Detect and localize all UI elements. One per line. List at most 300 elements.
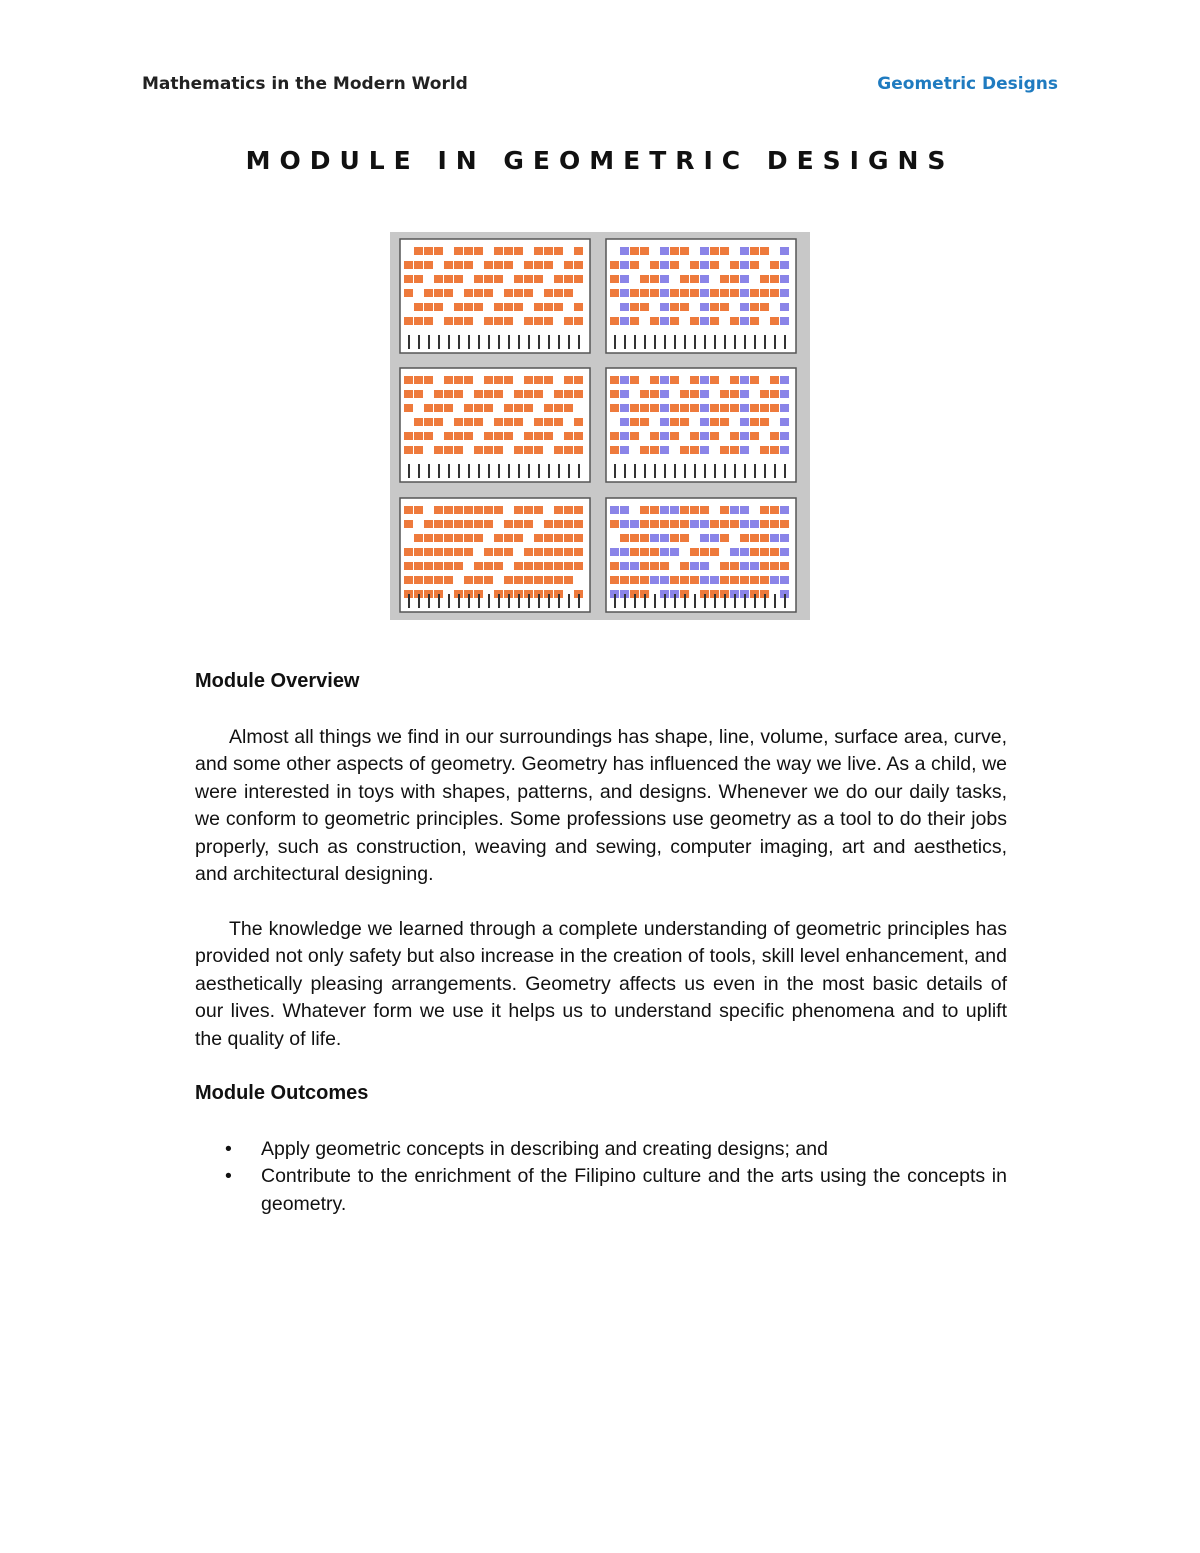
outcome-text-1: Apply geometric concepts in describing and creating designs; and [261,1137,828,1160]
warp-thread [654,464,656,478]
warp-thread [488,464,490,478]
warp-thread [784,594,786,608]
weave-cell [730,404,739,412]
weave-cell [514,520,523,528]
weave-cell [720,404,729,412]
weave-cell [690,289,699,297]
weave-cell [464,247,473,255]
weave-cell [730,376,739,384]
weave-cell [524,261,533,269]
warp-thread [428,335,430,349]
weave-cell [514,432,523,440]
weave-cell [750,576,759,584]
weave-cell [680,446,689,454]
weave-cell [610,376,619,384]
weave-cell [454,289,463,297]
weave-cell [474,303,483,311]
weave-cell [750,317,759,325]
page-title: MODULE IN GEOMETRIC DESIGNS [245,146,955,175]
weave-cell [720,562,729,570]
weave-cell [610,576,619,584]
weave-cell [650,317,659,325]
weave-cell [434,548,443,556]
weave-cell [660,303,669,311]
weave-cell [610,520,619,528]
weave-cell [534,404,543,412]
weave-cell [670,317,679,325]
warp-thread [724,464,726,478]
weave-cell [554,418,563,426]
weave-cell [484,303,493,311]
warp-thread [438,594,440,608]
weave-cell [720,289,729,297]
weave-cell [720,261,729,269]
weave-cell [690,534,699,542]
weave-cell [564,317,573,325]
weave-cell [760,506,769,514]
weave-cell [484,317,493,325]
weave-cell [770,446,779,454]
weave-cell [640,562,649,570]
weave-cell [564,289,573,297]
weave-cell [404,404,413,412]
weave-cell [660,548,669,556]
warp-thread [784,335,786,349]
weave-cell [434,275,443,283]
weave-cell [464,275,473,283]
weave-cell [404,376,413,384]
weave-cell [574,418,583,426]
weave-cell [770,506,779,514]
weave-cell [534,446,543,454]
weave-cell [620,261,629,269]
weave-cell [494,404,503,412]
warp-thread [664,335,666,349]
weave-cell [524,404,533,412]
weave-cell [454,562,463,570]
warp-thread [508,594,510,608]
weave-cell [700,576,709,584]
warp-thread [684,335,686,349]
weave-cell [650,404,659,412]
weave-cell [700,390,709,398]
weave-cell [424,534,433,542]
weave-cell [650,289,659,297]
weave-cell [710,303,719,311]
warp-thread [518,335,520,349]
weave-cell [464,418,473,426]
weave-cell [574,289,583,297]
weave-cell [494,446,503,454]
weave-cell [474,520,483,528]
weave-cell [404,506,413,514]
weave-cell [554,247,563,255]
weave-cell [544,520,553,528]
weave-cell [464,261,473,269]
warp-thread [518,594,520,608]
weave-cell [770,317,779,325]
weave-cell [474,376,483,384]
weave-cell [630,303,639,311]
weave-cell [670,275,679,283]
warp-thread [428,594,430,608]
weave-cell [700,303,709,311]
weave-cell [710,261,719,269]
weave-cell [444,289,453,297]
weave-cell [544,289,553,297]
weave-cell [690,506,699,514]
weave-cell [750,520,759,528]
weave-cell [534,548,543,556]
weave-cell [564,261,573,269]
weave-cell [660,576,669,584]
weave-cell [544,548,553,556]
weave-cell [494,520,503,528]
weave-cell [404,534,413,542]
weave-cell [414,275,423,283]
warp-thread [704,594,706,608]
weave-cell [424,376,433,384]
weave-cell [640,289,649,297]
weave-cell [454,317,463,325]
weave-cell [514,289,523,297]
weave-cell [670,247,679,255]
weave-cell [534,261,543,269]
weave-cell [484,390,493,398]
weave-cell [574,376,583,384]
weave-cell [414,261,423,269]
weave-cell [414,506,423,514]
warp-thread [438,335,440,349]
weave-cell [650,275,659,283]
weave-cell [720,432,729,440]
weave-cell [740,289,749,297]
weave-cell [760,404,769,412]
weave-cell [690,446,699,454]
weave-cell [640,432,649,440]
weave-cell [514,303,523,311]
weave-cell [524,562,533,570]
weave-cell [414,376,423,384]
weave-cell [434,303,443,311]
weave-cell [504,562,513,570]
weave-cell [750,390,759,398]
weave-cell [640,534,649,542]
weave-cell [630,261,639,269]
weave-cell [424,548,433,556]
weave-cell [720,548,729,556]
warp-thread [458,464,460,478]
weave-cell [574,576,583,584]
weave-cell [730,247,739,255]
weave-cell [660,317,669,325]
warp-thread [528,594,530,608]
weave-cell [700,548,709,556]
weave-cell [640,520,649,528]
weave-cell [670,303,679,311]
weave-cell [670,562,679,570]
weave-cell [660,376,669,384]
weave-cell [770,261,779,269]
outcomes-heading: Module Outcomes [195,1082,369,1104]
warp-thread [528,464,530,478]
weave-cell [770,534,779,542]
weave-cell [620,317,629,325]
weave-cell [474,548,483,556]
weave-cell [494,317,503,325]
weave-cell [574,261,583,269]
weave-cell [454,376,463,384]
weave-cell [780,317,789,325]
weave-cell [404,446,413,454]
weave-cell [610,432,619,440]
weave-cell [474,390,483,398]
weave-cell [534,303,543,311]
weave-cell [574,247,583,255]
weave-cell [534,534,543,542]
bullet-icon: • [225,1165,232,1187]
weave-cell [650,562,659,570]
weave-cell [524,303,533,311]
weave-cell [504,418,513,426]
warp-thread [714,594,716,608]
weave-cell [534,376,543,384]
weave-cell [504,289,513,297]
weave-cell [780,289,789,297]
weave-cell [464,548,473,556]
weave-cell [610,562,619,570]
weave-cell [680,534,689,542]
weave-cell [780,418,789,426]
weave-cell [434,289,443,297]
weave-cell [670,390,679,398]
weave-cell [464,289,473,297]
weave-cell [524,418,533,426]
weave-cell [620,548,629,556]
weave-cell [730,534,739,542]
weave-cell [414,289,423,297]
weave-cell [690,317,699,325]
weave-cell [434,404,443,412]
weave-cell [484,289,493,297]
weave-cell [780,275,789,283]
weave-cell [524,534,533,542]
weave-cell [770,275,779,283]
weave-cell [720,376,729,384]
weave-cell [574,548,583,556]
weave-cell [690,376,699,384]
weave-cell [494,418,503,426]
weave-cell [564,562,573,570]
weave-cell [544,418,553,426]
weave-cell [534,418,543,426]
warp-thread [624,335,626,349]
warp-thread [478,335,480,349]
weave-cell [424,562,433,570]
weave-cell [424,275,433,283]
weave-cell [444,376,453,384]
weave-cell [680,506,689,514]
weave-cell [760,376,769,384]
weave-cell [404,390,413,398]
weave-cell [660,261,669,269]
weave-cell [534,390,543,398]
warp-thread [764,464,766,478]
weave-cell [464,303,473,311]
weave-cell [670,520,679,528]
weave-cell [504,506,513,514]
weave-cell [740,376,749,384]
weave-cell [554,520,563,528]
weave-cell [640,247,649,255]
warp-thread [634,335,636,349]
weave-cell [554,576,563,584]
outcomes-list [195,1136,1007,1219]
weave-cell [760,390,769,398]
weave-cell [700,275,709,283]
weave-cell [730,548,739,556]
weave-cell [434,446,443,454]
weave-cell [770,562,779,570]
weave-cell [414,562,423,570]
weave-cell [524,376,533,384]
weave-cell [424,404,433,412]
weave-cell [484,446,493,454]
weave-cell [740,446,749,454]
weave-cell [750,562,759,570]
weave-cell [620,404,629,412]
weave-cell [484,520,493,528]
weave-cell [760,432,769,440]
weave-cell [474,289,483,297]
weave-cell [544,261,553,269]
weave-cell [760,303,769,311]
weave-cell [750,548,759,556]
weave-cell [670,261,679,269]
weave-cell [730,289,739,297]
weave-cell [760,418,769,426]
weave-cell [610,534,619,542]
weave-cell [780,404,789,412]
warp-thread [714,335,716,349]
warp-thread [674,594,676,608]
weave-cell [484,418,493,426]
weave-cell [650,376,659,384]
weave-cell [484,534,493,542]
weave-cell [740,303,749,311]
page-header [142,72,1058,96]
warp-thread [498,464,500,478]
weave-cell [770,289,779,297]
weave-cell [504,247,513,255]
weave-cell [524,247,533,255]
weave-cell [484,247,493,255]
weave-cell [504,317,513,325]
weave-cell [504,432,513,440]
weave-cell [760,275,769,283]
warp-thread [528,335,530,349]
weave-cell [710,275,719,283]
weave-cell [680,289,689,297]
weave-cell [574,404,583,412]
weave-cell [720,520,729,528]
weave-cell [620,520,629,528]
weave-cell [574,534,583,542]
weave-cell [630,275,639,283]
weave-cell [690,576,699,584]
warp-thread [744,464,746,478]
weave-cell [444,275,453,283]
weave-cell [650,446,659,454]
weave-cell [464,576,473,584]
weave-cell [710,562,719,570]
weave-cell [424,247,433,255]
weave-cell [730,418,739,426]
weave-cell [680,390,689,398]
warp-thread [448,335,450,349]
weave-cell [474,418,483,426]
weave-cell [660,446,669,454]
weave-cell [710,534,719,542]
weave-cell [494,534,503,542]
weave-cell [750,418,759,426]
warp-thread [558,335,560,349]
weave-cell [760,289,769,297]
weave-cell [474,432,483,440]
weave-cell [514,275,523,283]
warp-thread [578,594,580,608]
weave-cell [780,562,789,570]
weave-cell [780,376,789,384]
weave-cell [700,506,709,514]
weave-cell [464,317,473,325]
weave-cell [404,247,413,255]
warp-thread [408,335,410,349]
weave-cell [444,520,453,528]
weave-cell [720,534,729,542]
weave-cell [534,275,543,283]
weave-cell [544,534,553,542]
warp-thread [518,464,520,478]
warp-thread [578,464,580,478]
weave-cell [610,303,619,311]
list-item [195,1136,1007,1164]
weave-cell [620,275,629,283]
weave-cell [720,390,729,398]
weave-cell [680,548,689,556]
warp-thread [568,594,570,608]
weave-cell [620,247,629,255]
warp-thread [458,594,460,608]
weave-cell [670,506,679,514]
warp-thread [508,464,510,478]
weave-cell [770,548,779,556]
warp-thread [498,594,500,608]
weave-cell [554,404,563,412]
weave-cell [620,418,629,426]
weave-cell [464,562,473,570]
weave-cell [700,562,709,570]
weave-cell [474,247,483,255]
weave-cell [640,404,649,412]
weave-cell [610,418,619,426]
weave-cell [484,562,493,570]
weave-cell [514,548,523,556]
weave-cell [464,376,473,384]
weave-cell [690,247,699,255]
warp-thread [478,464,480,478]
weave-cell [504,404,513,412]
